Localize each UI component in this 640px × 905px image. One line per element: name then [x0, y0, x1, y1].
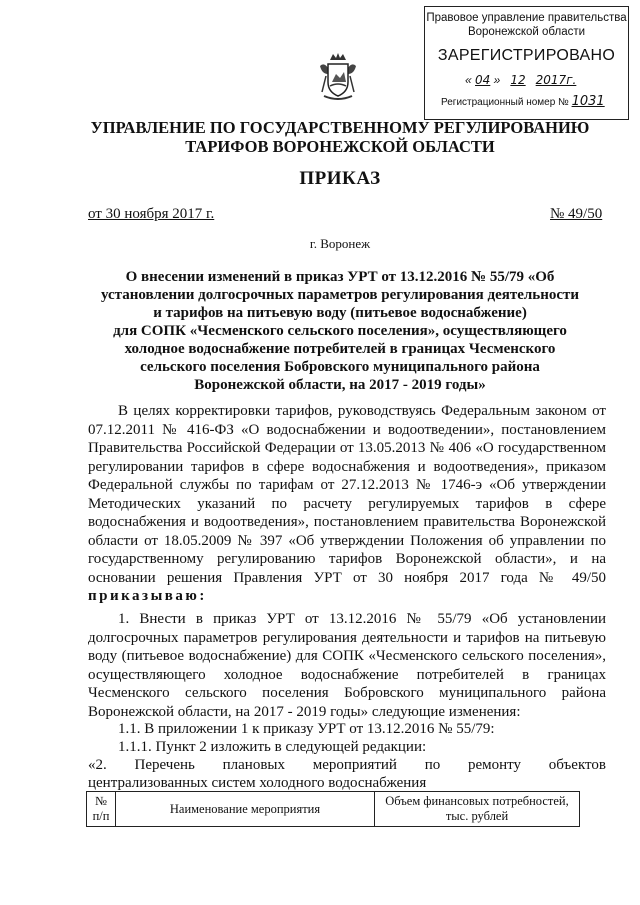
stamp-org-line1: Правовое управление правительства — [426, 12, 627, 24]
title-line: О внесении изменений в приказ УРТ от 13.12.2016 № 55/79 «Об — [125, 269, 555, 285]
issuing-authority — [60, 118, 620, 156]
stamp-date-open: « — [465, 73, 472, 87]
stamp-date-year: 2017г. — [535, 73, 577, 87]
stamp-reg-number — [425, 95, 628, 110]
authority-line2: ТАРИФОВ ВОРОНЕЖСКОЙ ОБЛАСТИ — [185, 137, 495, 156]
col-amount-header — [375, 792, 580, 827]
order-date: от 30 ноября 2017 г. — [88, 206, 215, 222]
city: г. Воронеж — [309, 236, 371, 251]
title-line: установлении долгосрочных параметров регулирования деятельности — [100, 287, 580, 303]
order-number: № 49/50 — [550, 206, 603, 222]
stamp-date-month: 12 — [510, 73, 526, 87]
item-1-1: 1.1. В приложении 1 к приказу УРТ от 13.12.2016 № 55/79: — [118, 721, 495, 737]
stamp-reg-label: Регистрационный номер № — [441, 97, 569, 108]
title-line: сельского поселения Бобровского муниципального района — [140, 359, 540, 375]
title-line: для СОПК «Чесменского сельского поселения», осуществляющего — [113, 323, 567, 339]
title-line: холодное водоснабжение потребителей в границах Чесменского — [124, 341, 556, 357]
document-type: ПРИКАЗ — [299, 168, 381, 189]
preamble-text: В целях корректировки тарифов, руководствуясь Федеральным законом от 07.12.2011 № 416-ФЗ «О водоснабжении и водоотведении», постановлением Правительства Российской Федерации от 13.05.2013 № 406 «О государственном регулировании тарифов в сфере водоснабжения и водоотведения», приказом Федеральной службы по тарифам от 27.12.2013 № 1746-э «Об утверждении Методических указаний по расчету регулируемых тарифов в сфере водоснабжения и водоотведения», постановлением правительства Воронежской области от 18.05.2009 № 397 «Об утверждении Положения об управлении по государственному регулированию тарифов Воронежской области», и на основании решения Правления УРТ от 30 ноября 2017 года № 49/50 — [88, 403, 606, 586]
authority-line1: УПРАВЛЕНИЕ ПО ГОСУДАРСТВЕННОМУ РЕГУЛИРОВАНИЮ — [90, 118, 590, 137]
order-word: приказываю: — [88, 588, 207, 604]
registration-stamp — [424, 6, 629, 120]
stamp-date-close: » — [493, 73, 501, 87]
col-amount-line2: тыс. рублей — [445, 809, 509, 823]
coat-of-arms-icon — [316, 52, 360, 102]
stamp-registered: ЗАРЕГИСТРИРОВАНО — [437, 47, 616, 64]
table-header-row — [87, 792, 580, 827]
title-line: Воронежской области, на 2017 - 2019 годы» — [194, 377, 486, 393]
col-number-line1: № — [95, 794, 107, 808]
measures-table — [86, 791, 580, 827]
col-amount-line1: Объем финансовых потребностей, — [385, 794, 569, 808]
quote-line-2: централизованных систем холодного водоснабжения — [88, 775, 427, 791]
title-line: и тарифов на питьевую воду (питьевое водоснабжение) — [153, 305, 527, 321]
order-title — [60, 268, 620, 394]
item-1-1-1: 1.1.1. Пункт 2 изложить в следующей редакции: — [118, 739, 427, 755]
stamp-reg-value: 1031 — [571, 94, 605, 109]
col-number-header — [87, 792, 116, 827]
col-name-header: Наименование мероприятия — [116, 792, 375, 827]
stamp-org-line2: Воронежской области — [467, 26, 586, 38]
preamble-paragraph — [88, 402, 606, 606]
stamp-date-day: 04 — [475, 73, 491, 87]
stamp-org — [425, 11, 628, 39]
col-number-line2: п/п — [92, 809, 110, 823]
item-1-paragraph: 1. Внести в приказ УРТ от 13.12.2016 № 55/79 «Об установлении долгосрочных параметров регулирования деятельности и тарифов на питьевую воду (питьевое водоснабжение) для СОПК «Чесменского сельского поселения», осуществляющего холодное водоснабжение потребителей в границах Чесменского сельского поселения Бобровского муниципального района Воронежской области, на 2017 - 2019 годы» следующие изменения: — [88, 611, 606, 720]
stamp-date — [425, 73, 628, 87]
quote-line-1: «2. Перечень плановых мероприятий по ремонту объектов — [88, 757, 606, 773]
